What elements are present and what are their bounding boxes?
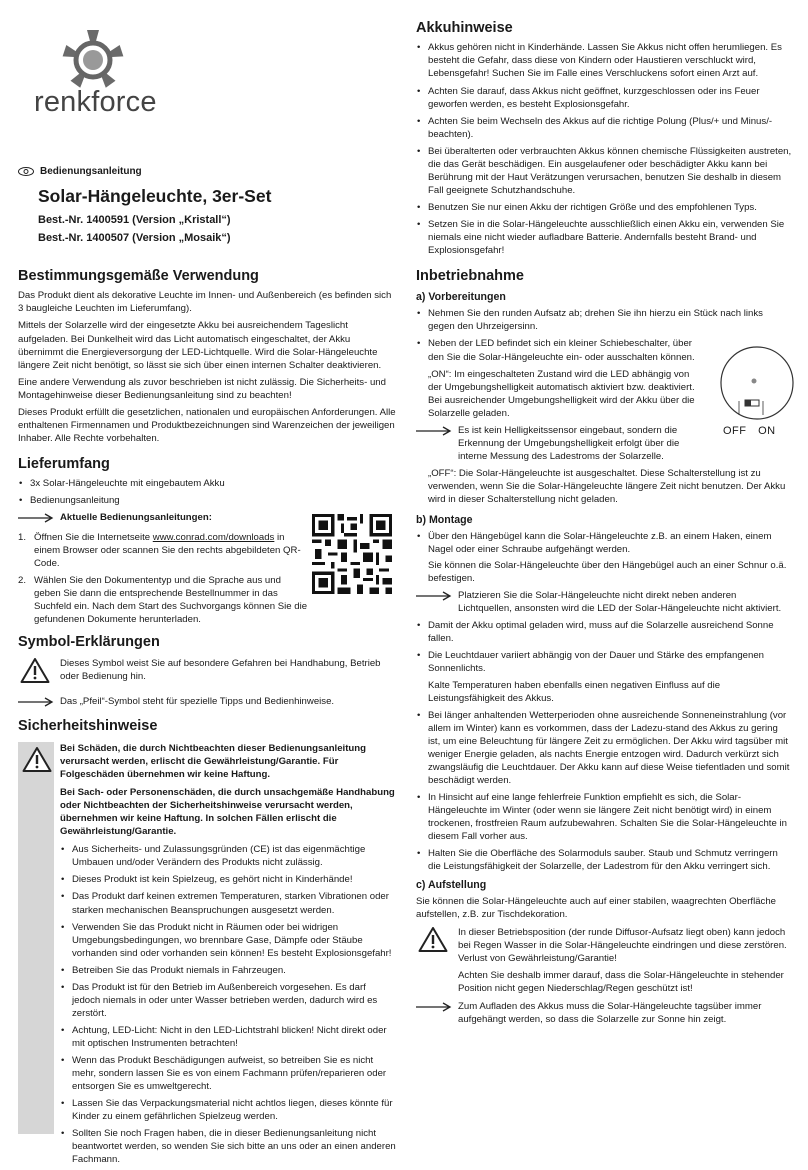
switch-diagram [715, 345, 799, 441]
mount-item-3-extra: Kalte Temperaturen haben ebenfalls einen negativen Einfluss auf die Leistungsfähigkeit des Akkus. [428, 679, 721, 704]
arrow-symbol-row [18, 695, 396, 708]
safety-bold-2: Bei Sach- oder Personenschäden, die durch unsachgemäße Handhabung oder Nichtbeachten der Sicherheitshinweise verursacht werden, übernehmen wir keine Haftung. In solchen Fällen erlischt die Gewährleistung/Garantie. [60, 787, 395, 838]
setup-warning-text-1: In dieser Betriebsposition (der runde Diffusor-Aufsatz liegt oben) kann jedoch bei Regen Wasser in die Solar-Hängeleuchte eindringen und diese zerstören. Verlust von Gewährleistung/Garantie! [458, 927, 787, 965]
mounting-heading: b) Montage [416, 514, 473, 527]
warning-triangle-icon [20, 657, 50, 684]
battery-list [416, 41, 792, 257]
list-item: • Sollten Sie noch Fragen haben, die in dieser Bedienungsanleitung nicht beantwortet werden, so wenden Sie sich bitte an uns oder an einen anderen Fachmann. [60, 1127, 396, 1166]
list-item: • Achten Sie darauf, dass Akkus nicht geöffnet, kurzgeschlossen oder ins Feuer geworfen werden, es besteht Explosionsgefahr. [416, 85, 792, 111]
list-item: • Neben der LED befindet sich ein kleiner Schiebeschalter, über den Sie die Solar-Hängeleuchte ein- oder ausschalten können. [416, 337, 706, 363]
list-item: • Dieses Produkt ist kein Spielzeug, es gehört nicht in Kinderhände! [60, 873, 396, 886]
setup-note [416, 1000, 792, 1026]
list-item: • Nehmen Sie den runden Aufsatz ab; drehen Sie ihn hierzu ein Stück nach links gegen den Uhrzeigersinn. [416, 307, 792, 333]
list-item: • Akkus gehören nicht in Kinderhände. Lassen Sie Akkus nicht offen herumliegen. Es besteht die Gefahr, dass diese von Kindern oder Haustieren verschluckt wird, Lebensgefahr! Suchen Sie im Falle eines Verschluckens sofort einen Arzt auf. [416, 41, 792, 80]
left-column [18, 0, 396, 1166]
list-item: • Damit der Akku optimal geladen wird, muss auf die Solarzelle ausreichend Sonne fallen. [416, 619, 792, 645]
manual-label [18, 166, 142, 177]
list-item: • Achtung, LED-Licht: Nicht in den LED-Lichtstrahl blicken! Nicht direkt oder mit optischen Instrumenten betrachten! [60, 1024, 396, 1050]
list-item: • Bei länger anhaltenden Wetterperioden ohne ausreichende Sonneneinstrahlung (vor allem im Winter) kann es vorkommen, dass der Ladezu-stand des Akkus zu gering ist, um eine Beleuchtung für längere Zeit zu ermöglichen. Der Akku wird tagsüber mit weniger Energie geladen, als nachts Energie entzogen wird. Dadurch verkürzt sich zwangsläufig die Leuchtdauer. Der Akku kann auf diese Weise tiefentladen und somit beschädigt werden. [416, 709, 792, 787]
safety-list [60, 843, 396, 1166]
setup-warning-text-2: Achten Sie deshalb immer darauf, dass die Solar-Hängeleuchte in stehender Position nicht gegen Niederschlag/Regen geschützt ist! [458, 970, 784, 995]
list-item: • Benutzen Sie nur einen Akku der richtigen Größe und des empfohlenen Typs. [416, 201, 792, 214]
list-item: • Das Produkt ist für den Betrieb im Außenbereich vorgesehen. Es darf jedoch niemals in oder unter Wasser betrieben werden, dadurch wird es zerstört. [60, 981, 396, 1020]
qr-code-icon[interactable] [312, 514, 392, 594]
on-text: „ON“: Im eingeschalteten Zustand wird die LED abhängig von der Umgebungshelligkeit automatisch aktiviert bzw. deaktiviert. Bei ausreichender Umgebungshelligkeit wird der Akku über die Solarzelle geladen. [428, 368, 695, 419]
safety-bold-1: Bei Schäden, die durch Nichtbeachten dieser Bedienungsanleitung verursacht werden, erlischt die Gewährleistung/Garantie. Für Folgeschäden übernehmen wir keine Haftung. [60, 743, 366, 781]
page-title: Solar-Hängeleuchte, 3er-Set [38, 186, 272, 206]
safety-sidebar [18, 742, 54, 1134]
list-item: • Achten Sie beim Wechseln des Akkus auf die richtige Polung (Plus/+ und Minus/-beachten). [416, 115, 792, 141]
list-item: • Bedienungsanleitung [18, 494, 396, 507]
warning-triangle-icon [22, 746, 52, 773]
list-item [18, 531, 308, 570]
setup-heading: c) Aufstellung [416, 879, 487, 892]
lamp-switch-illustration-icon [715, 345, 799, 425]
step2-text: Wählen Sie den Dokumententyp und die Sprache aus und geben Sie dann die entsprechende Bestellnummer in das Suchfeld ein. Nach dem Start des Suchvorgangs können Sie die gefundenen Dokumente herunterladen. [34, 574, 308, 625]
intended-use-p1: Das Produkt dient als dekorative Leuchte im Innen- und Außenbereich (es befinden sich 3 baugleiche Leuchten im Lieferumfang). [18, 290, 392, 315]
list-item: • Halten Sie die Oberfläche des Solarmoduls sauber. Staub und Schmutz verringern die Leistungsfähigkeit der Solarzelle, der Ladestrom für den Akku verringert sich. [416, 847, 792, 873]
mount-item-1-text: Über den Hängebügel kann die Solar-Hängeleuchte z.B. an einem Haken, einem Nagel oder einer Schraube aufgehängt werden. [428, 531, 772, 556]
safety-content [60, 742, 396, 1170]
mounting-list [416, 530, 792, 585]
list-item: • Betreiben Sie das Produkt niemals in Fahrzeugen. [60, 964, 396, 977]
mounting-list-2 [416, 619, 792, 873]
list-item [416, 530, 792, 585]
list-item: • Bei überalterten oder verbrauchten Akkus können chemische Flüssigkeiten austreten, die das Gerät beschädigen. Ein ausgelaufener oder beschädigter Akku kann bei Berührung mit der Haut Verätzungen verursachen, benutzen Sie deshalb in diesem Fall geeignete Schutzhandschuhe. [416, 145, 792, 197]
preparation-heading: a) Vorbereitungen [416, 291, 506, 304]
order-number-2: Best.-Nr. 1400507 (Version „Mosaik“) [38, 232, 231, 244]
mount-note-text: Platzieren Sie die Solar-Hängeleuchte nicht direkt neben anderen Lichtquellen, ansonsten wird die LED der Solar-Hängeleuchte nicht aktiviert. [458, 590, 782, 615]
safety-heading: Sicherheitshinweise [18, 718, 158, 734]
current-manuals-label: Aktuelle Bedienungsanleitungen: [60, 512, 212, 524]
download-steps [18, 531, 308, 626]
list-item: • Verwenden Sie das Produkt nicht in Räumen oder bei widrigen Umgebungsbedingungen, wo brennbare Gase, Dämpfe oder Stäube vorhanden sind oder vorhanden sein können! Es besteht Explosionsgefahr! [60, 921, 396, 960]
scope-heading: Lieferumfang [18, 456, 110, 472]
list-item [416, 649, 792, 704]
list-item: • 3x Solar-Hängeleuchte mit eingebautem Akku [18, 477, 396, 490]
arrow-right-icon [416, 591, 452, 601]
switch-on-label: ON [758, 425, 776, 437]
sensor-note-text: Es ist kein Helligkeitssensor eingebaut, sondern die Erkennung der Umgebungshelligkeit erfolgt über die interne Messung des Ladestroms der Solarzelle. [458, 424, 680, 462]
sensor-note [416, 424, 706, 463]
switch-labels [723, 425, 776, 437]
intended-use-p3: Eine andere Verwendung als zuvor beschrieben ist nicht zulässig. Die Sicherheits- und Montagehinweise dieser Bedienungsanleitung sind zu beachten! [18, 376, 386, 401]
intended-use-section [18, 268, 396, 445]
setup-paragraph: Sie können die Solar-Hängeleuchte auch auf einer stabilen, waagrechten Oberfläche aufstellen, z.B. zur Tischdekoration. [416, 896, 776, 921]
right-column [416, 0, 792, 1157]
mount-item-1-extra: Sie können die Solar-Hängeleuchte über den Hängebügel auch an einer Schnur o.ä. befestigen. [428, 560, 787, 585]
order-number-1: Best.-Nr. 1400591 (Version „Kristall“) [38, 214, 231, 226]
step1-text-end: in einem Browser oder scannen Sie den rechts abgebildeten QR-Code. [34, 531, 301, 569]
intended-use-p4: Dieses Produkt erfüllt die gesetzlichen, nationalen und europäischen Anforderungen. Alle enthaltenen Firmennamen und Produktbezeichnungen sind Warenzeichen der jeweiligen Inhaber. Alle Rechte vorbehalten. [18, 406, 396, 444]
warning-triangle-icon [418, 926, 448, 953]
list-item: • Setzen Sie in die Solar-Hängeleuchte ausschließlich einen Akku ein, verwenden Sie niemals eine nicht wieder aufladbare Batterie. Andernfalls besteht Brand- und Explosionsgefahr! [416, 218, 792, 257]
step1-text: Öffnen Sie die Internetseite [34, 531, 153, 543]
battery-heading: Akkuhinweise [416, 20, 513, 36]
intended-use-heading: Bestimmungsgemäße Verwendung [18, 268, 259, 284]
setup-warning [416, 926, 792, 995]
intended-use-p2: Mittels der Solarzelle wird der eingesetzte Akku bei ausreichendem Tageslicht aufgeladen. Bei Dunkelheit wird das Licht automatisch eingeschaltet, der Akku übernimmt die Energieversorgung der LED-Lichtquelle. Wird die Solar-Hängeleuchte längere Zeit nicht benötigt, so lässt sie sich über einen internen Schalter deaktivieren. [18, 320, 382, 371]
battery-section [416, 20, 792, 261]
manual-label-text: Bedienungsanleitung [40, 166, 142, 177]
list-item: • Aus Sicherheits- und Zulassungsgründen (CE) ist das eigenmächtige Umbauen und/oder Verändern des Produkts nicht zulässig. [60, 843, 396, 869]
step-number: 2. [18, 574, 27, 586]
setup-note-text: Zum Aufladen des Akkus muss die Solar-Hängeleuchte tagsüber immer aufgehängt werden, so dass die Solarzelle zur Sonne hin zeigt. [458, 1000, 762, 1025]
mount-note [416, 589, 792, 615]
list-item: • Wenn das Produkt Beschädigungen aufweist, so betreiben Sie es nicht mehr, sondern lassen Sie es von einem Fachmann prüfen/reparieren oder entsorgen Sie es umweltgerecht. [60, 1054, 396, 1093]
list-item [18, 574, 308, 626]
commissioning-heading: Inbetriebnahme [416, 268, 524, 284]
download-link[interactable]: www.conrad.com/downloads [152, 531, 275, 543]
arrow-symbol-text: Das „Pfeil“-Symbol steht für spezielle Tipps und Bedienhinweise. [60, 696, 335, 708]
symbols-section [18, 634, 396, 708]
symbols-heading: Symbol-Erklärungen [18, 634, 160, 650]
list-item: • Das Produkt darf keinen extremen Temperaturen, starken Vibrationen oder starken mechanischen Beanspruchungen ausgesetzt werden. [60, 890, 396, 916]
eye-icon [18, 167, 34, 176]
arrow-right-icon [416, 1002, 452, 1012]
warning-symbol-row [18, 657, 396, 689]
switch-off-label: OFF [723, 425, 747, 437]
brand-name: renkforce [34, 86, 157, 118]
arrow-right-icon [416, 426, 452, 436]
step-number: 1. [18, 531, 27, 543]
list-item: • In Hinsicht auf eine lange fehlerfreie Funktion empfiehlt es sich, die Solar-Hängeleuchte im Winter (oder wenn sie längere Zeit nicht benötigt wird) in einem trockenen, frostfreien Raum aufzubewahren. Schalten Sie die Solar-Hängeleuchte in diesem Fall vorher aus. [416, 791, 792, 843]
list-item: • Lassen Sie das Verpackungsmaterial nicht achtlos liegen, dieses könnte für Kinder zu einem gefährlichen Spielzeug werden. [60, 1097, 396, 1123]
arrow-right-icon [18, 513, 54, 523]
mount-item-3-text: Die Leuchtdauer variiert abhängig von der Dauer und Stärke des empfangenen Sonnenlichts. [428, 650, 765, 675]
arrow-right-icon [18, 697, 54, 707]
scope-list [18, 477, 396, 507]
off-text: „OFF“: Die Solar-Hängeleuchte ist ausgeschaltet. Diese Schalterstellung ist zu verwenden, wenn Sie die Solar-Hängeleuchte längere Zeit nicht benutzen. Der Akku wird in dieser Schalterstellung nicht geladen. [428, 467, 786, 505]
warning-symbol-text: Dieses Symbol weist Sie auf besondere Gefahren bei Handhabung, Betrieb oder Bedienung hin. [60, 658, 381, 683]
